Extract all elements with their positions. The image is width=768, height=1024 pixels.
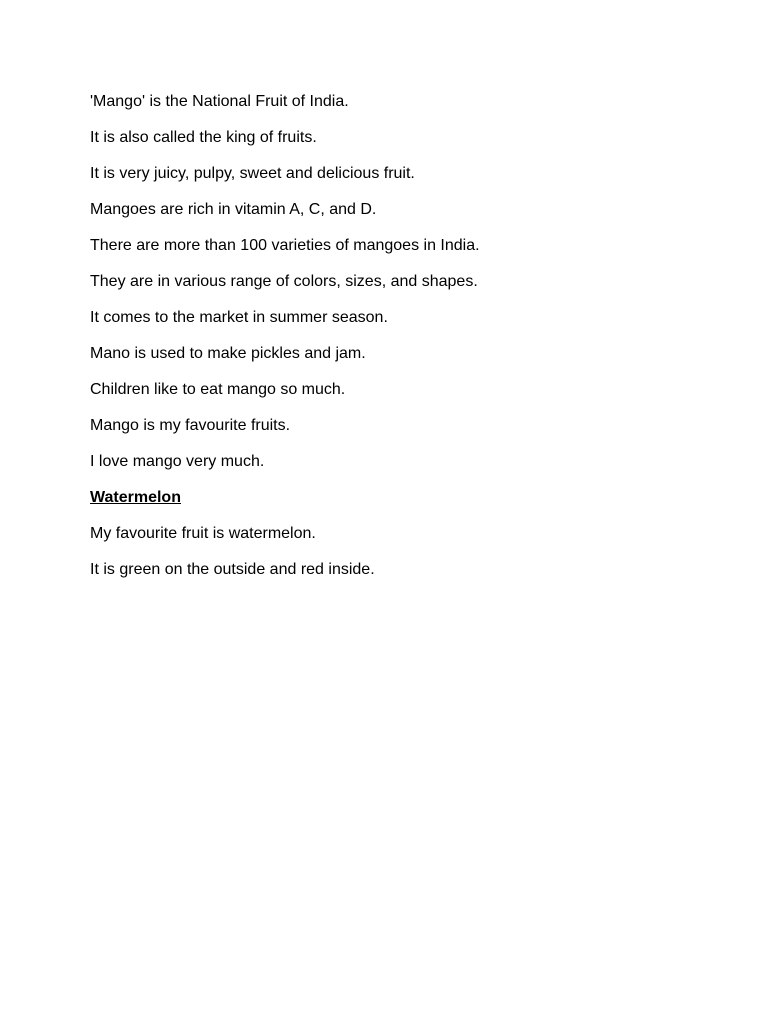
document-body (90, 92, 710, 596)
text-line: 'Mango' is the National Fruit of India. (90, 93, 349, 110)
text-line: Mango is my favourite fruits. (90, 417, 291, 434)
section-heading: Watermelon (90, 489, 181, 506)
text-line: My favourite fruit is watermelon. (90, 525, 316, 542)
text-line: Mano is used to make pickles and jam. (90, 345, 366, 362)
text-line: It is very juicy, pulpy, sweet and delicious fruit. (90, 165, 415, 182)
text-line: It is green on the outside and red inside. (90, 561, 375, 578)
text-line: It comes to the market in summer season. (90, 309, 388, 326)
text-line: I love mango very much. (90, 453, 265, 470)
text-line: There are more than 100 varieties of mangoes in India. (90, 237, 480, 254)
text-line: They are in various range of colors, sizes, and shapes. (90, 273, 478, 290)
text-line: Children like to eat mango so much. (90, 381, 346, 398)
text-line: Mangoes are rich in vitamin A, C, and D. (90, 201, 377, 218)
text-line: It is also called the king of fruits. (90, 129, 317, 146)
